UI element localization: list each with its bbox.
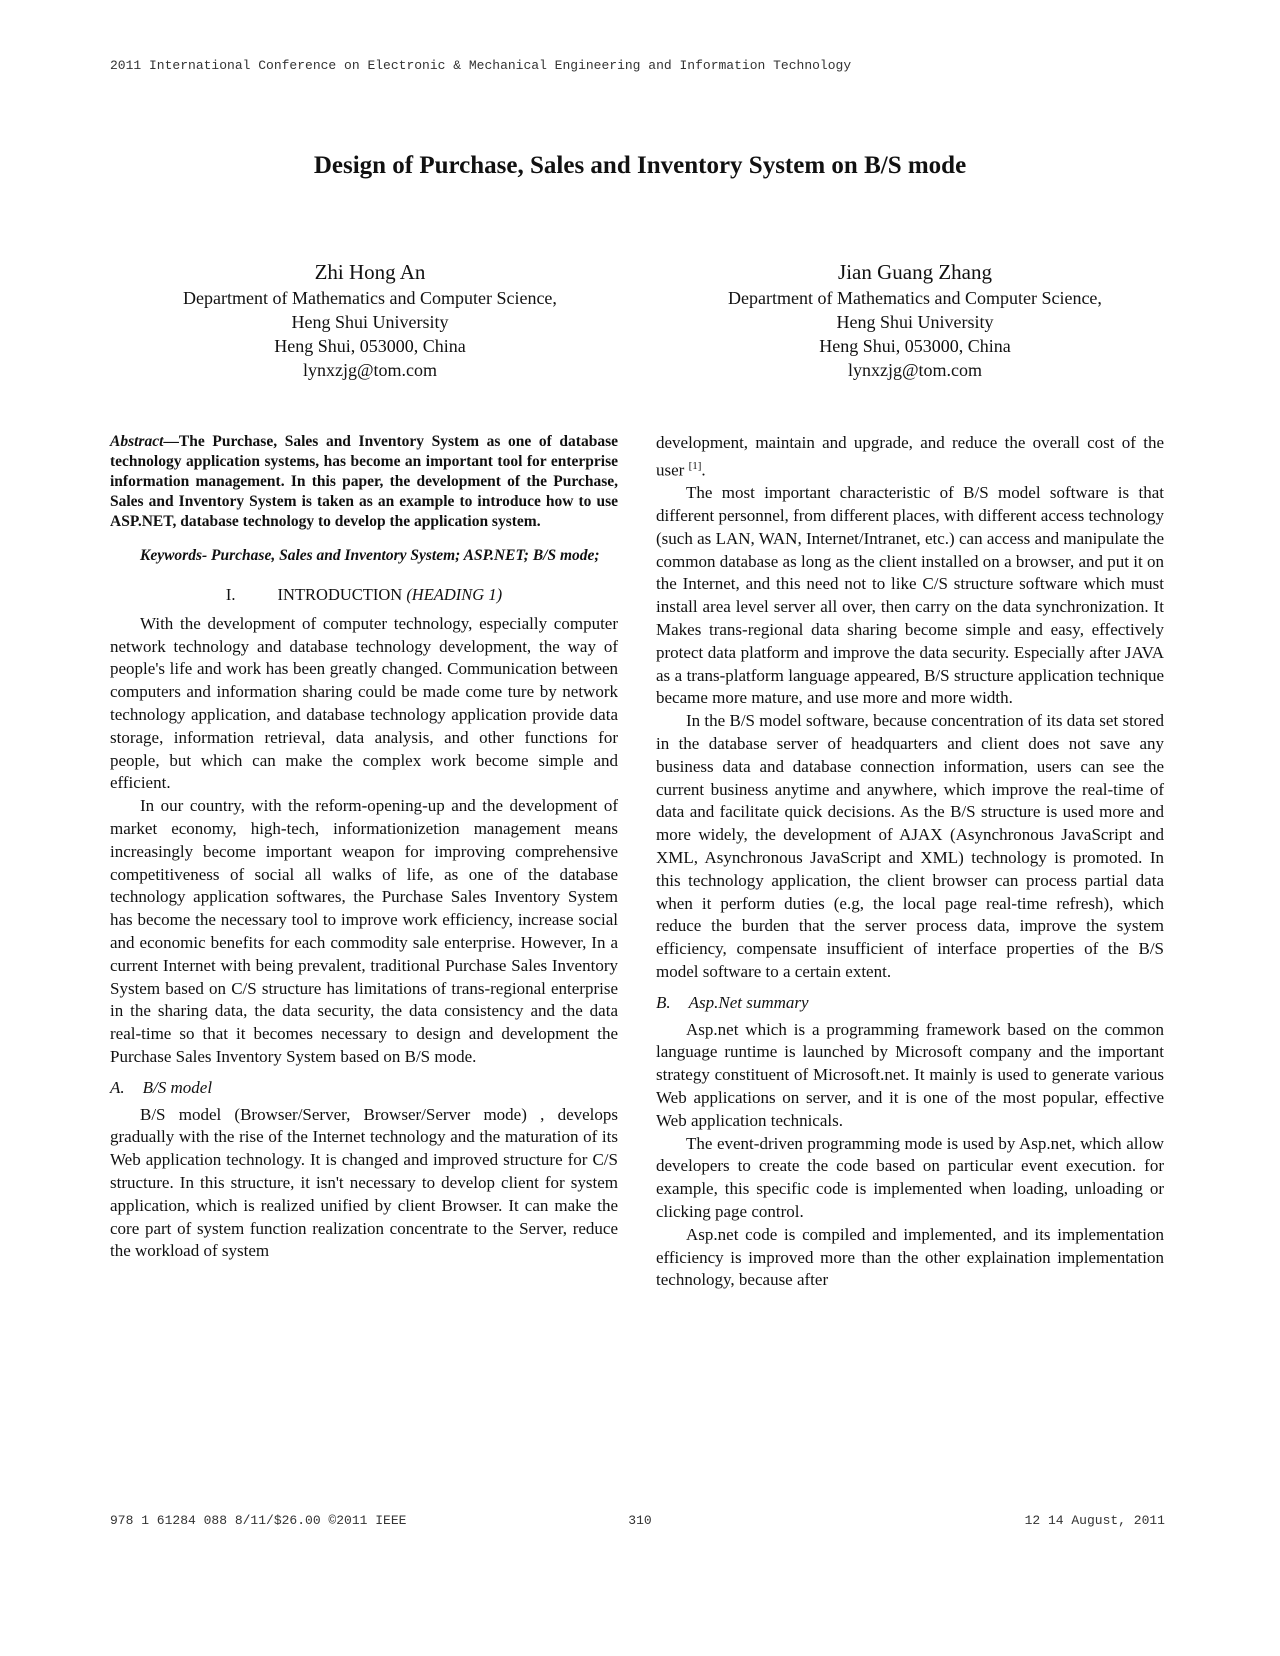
- author-university: Heng Shui University: [836, 312, 994, 332]
- author-email: lynxzjg@tom.com: [847, 360, 983, 380]
- page-number: 310: [628, 1513, 652, 1528]
- continued-end: .: [701, 460, 706, 480]
- subsection-title: Asp.Net summary: [688, 992, 809, 1012]
- paper-title: Design of Purchase, Sales and Inventory System on B/S mode: [313, 152, 967, 179]
- section-number: I.: [225, 585, 236, 604]
- abstract-text: —The Purchase, Sales and Inventory System as one of database technology application systems, has become an important tool for enterprise information management. In this paper, the development of the Purchase, Sales and Inventory System is taken as an example to introduce how to use ASP.NET, database technology to develop the application system.: [110, 433, 618, 530]
- subsection-heading-aspnet: [656, 992, 1164, 1015]
- paragraph: In our country, with the reform-opening-up and the development of market economy, high-tech, informationizetion management means increasingly become important weapon for improving comprehensive competitiveness of social all walks of life, as one of the database technology application softwares, the Purchase Sales Inventory System has become the necessary tool to improve work efficiency, increase social and economic benefits for each commodity sale enterprise. However, In a current Internet with being prevalent, traditional Purchase Sales Inventory System based on C/S structure has limitations of trans-regional enterprise in the sharing data, the data security, the data consistency and the data real-time so that it becomes necessary to design and development the Purchase Sales Inventory System based on B/S mode.: [110, 796, 618, 1066]
- section-subtitle: (HEADING 1): [406, 585, 503, 604]
- paragraph: In the B/S model software, because concentration of its data set stored in the database server of headquarters and client does not save any business data and database connection information, users can see the current business anytime and anywhere, which improve the real-time of data and facilitate quick decisions. As the B/S structure is used more and more widely, the development of AJAX (Asynchronous JavaScript and XML, Asynchronous JavaScript and XML) technology is promoted. In this technology application, the client browser can process partial data when it perform duties (e.g, the local page real-time refresh), which reduce the burden that the server process data, improve the system efficiency, compensate insufficient of interface properties of the B/S model software to a certain extent.: [656, 711, 1164, 981]
- paragraph: Asp.net which is a programming framework based on the common language runtime is launched by Microsoft company and the important strategy constituent of Microsoft.net. It mainly is used to generate various Web applications on server, and it is one of the most popular, effective Web application technicals.: [656, 1019, 1164, 1130]
- author-department: Department of Mathematics and Computer Science,: [183, 288, 557, 308]
- author-department: Department of Mathematics and Computer Science,: [728, 288, 1102, 308]
- footer-copyright: 978 1 61284 088 8/11/$26.00 ©2011 IEEE: [110, 1513, 407, 1528]
- subsection-letter: A.: [110, 1077, 125, 1097]
- keywords: Keywords- Purchase, Sales and Inventory System; ASP.NET; B/S mode;: [140, 547, 600, 564]
- author-city: Heng Shui, 053000, China: [274, 336, 466, 356]
- paragraph: Asp.net code is compiled and implemented, and its implementation efficiency is improved more than the other explaination implementation technology, because after: [656, 1224, 1164, 1290]
- subsection-title: B/S model: [142, 1077, 213, 1097]
- conference-header: 2011 International Conference on Electronic & Mechanical Engineering and Information Technology: [110, 58, 852, 73]
- footer-date: 12 14 August, 2011: [1024, 1513, 1165, 1528]
- subsection-letter: B.: [656, 992, 671, 1012]
- author-city: Heng Shui, 053000, China: [819, 336, 1011, 356]
- section-heading-introduction: [110, 584, 618, 607]
- paragraph: B/S model (Browser/Server, Browser/Server mode) , develops gradually with the rise of the Internet technology and the maturation of its Web application technology. It is changed and improved structure for C/S structure. In this structure, it isn't necessary to develop client for system application, which is realized unified by client Browser. It can make the core part of system function realization concentrate to the Server, reduce the workload of system: [110, 1104, 618, 1261]
- author-email: lynxzjg@tom.com: [302, 360, 438, 380]
- author-block-2: [655, 258, 1175, 382]
- right-column: [656, 432, 1164, 1292]
- author-name: Jian Guang Zhang: [838, 260, 992, 284]
- citation-ref: [1]: [688, 459, 702, 472]
- paragraph: The most important characteristic of B/S model software is that different personnel, from different places, with different access technology (such as LAN, WAN, Internet/Intranet, etc.) can access and manipulate the common database as long as the client installed on a browser, and put it on the Internet, and this need not to like C/S structure software which must install area level server all over, then carry on the data synchronization. It Makes trans-regional data sharing become simple and easy, effectively protect data platform and improve the data security. Especially after JAVA as a trans-platform language appeared, B/S structure application technique became more mature, and use more and more width.: [656, 483, 1164, 708]
- author-name: Zhi Hong An: [314, 260, 426, 284]
- continued-text: development, maintain and upgrade, and reduce the overall cost of the user: [656, 433, 1164, 480]
- author-block-1: [110, 258, 630, 382]
- abstract: [110, 432, 618, 532]
- section-title: INTRODUCTION: [277, 585, 403, 604]
- abstract-lead: Abstract: [110, 433, 164, 450]
- left-column: [110, 432, 618, 1263]
- author-university: Heng Shui University: [291, 312, 449, 332]
- paragraph: The event-driven programming mode is used by Asp.net, which allow developers to create the code based on particular event execution. for example, this specific code is implemented when loading, unloading or clicking page control.: [656, 1133, 1164, 1221]
- paragraph: With the development of computer technology, especially computer network technology and database technology development, the way of people's life and work has been greatly changed. Communication between computers and information sharing could be made come ture by network technology application, and database technology application provide data storage, information retrieval, data analysis, and other functions for people, but which can make the complex work become simple and efficient.: [110, 613, 618, 793]
- paragraph-continued: [656, 432, 1164, 482]
- subsection-heading-bs-model: [110, 1077, 618, 1100]
